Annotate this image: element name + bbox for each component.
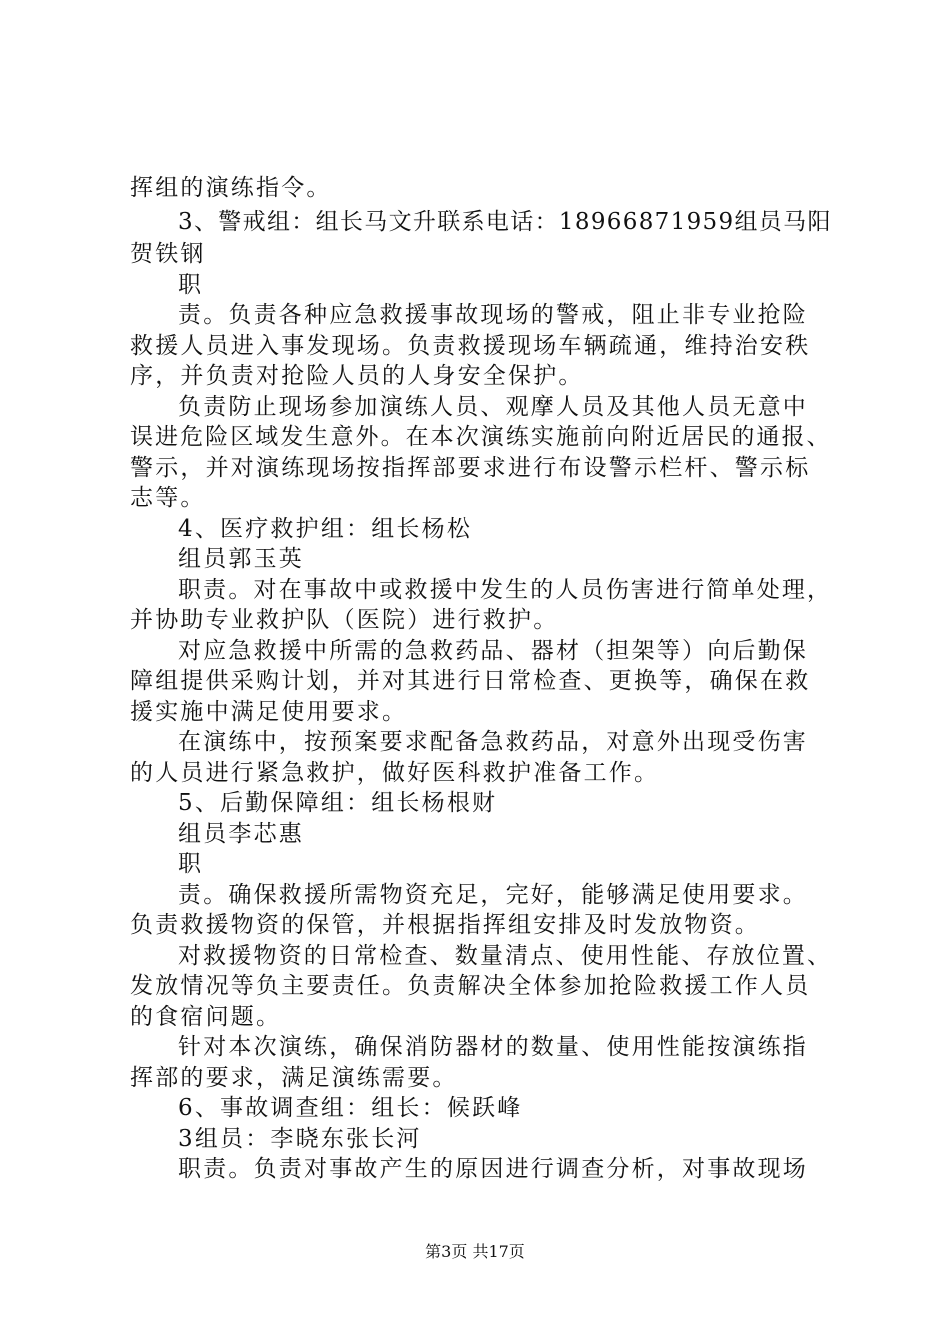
text-line: 3组员：李晓东张长河 (178, 1126, 422, 1152)
text-line: 贺铁钢 (130, 241, 206, 267)
text-line: 负责救援物资的保管，并根据指挥组安排及时发放物资。 (130, 912, 760, 938)
text-line: 组员李芯惠 (178, 821, 304, 847)
text-line: 并协助专业救护队（医院）进行救护。 (130, 607, 559, 633)
text-line: 6、事故调查组：组长：候跃峰 (178, 1095, 523, 1121)
text-line: 援实施中满足使用要求。 (130, 699, 408, 725)
text-line: 挥组的演练指令。 (130, 175, 332, 201)
text-line: 的食宿问题。 (130, 1004, 282, 1030)
text-line: 责。负责各种应急救援事故现场的警戒，阻止非专业抢险 (178, 302, 808, 328)
text-line: 4、医疗救护组：组长杨松 (178, 516, 473, 542)
text-line: 发放情况等负主要责任。负责解决全体参加抢险救援工作人员 (130, 973, 811, 999)
text-line: 对应急救援中所需的急救药品、器材（担架等）向后勤保 (178, 638, 808, 664)
text-line: 挥部的要求，满足演练需要。 (130, 1065, 458, 1091)
text-line: 5、后勤保障组：组长杨根财 (178, 790, 498, 816)
text-line: 在演练中，按预案要求配备急救药品，对意外出现受伤害 (178, 729, 808, 755)
text-line: 组员郭玉英 (178, 546, 304, 572)
text-line: 针对本次演练，确保消防器材的数量、使用性能按演练指 (178, 1034, 808, 1060)
page-number: 第3页 共17页 (425, 1242, 525, 1261)
text-line: 误进危险区域发生意外。在本次演练实施前向附近居民的通报、 (130, 424, 832, 450)
text-line: 障组提供采购计划，并对其进行日常检查、更换等，确保在救 (130, 668, 811, 694)
text-line: 职责。对在事故中或救援中发生的人员伤害进行简单处理， (178, 577, 833, 603)
text-line: 志等。 (130, 485, 206, 511)
text-line: 职 (178, 272, 204, 298)
text-line: 对救援物资的日常检查、数量清点、使用性能、存放位置、 (178, 943, 833, 969)
text-line: 警示，并对演练现场按指挥部要求进行布设警示栏杆、警示标 (130, 455, 811, 481)
text-line: 职责。负责对事故产生的原因进行调查分析，对事故现场 (178, 1156, 808, 1182)
text-line: 负责防止现场参加演练人员、观摩人员及其他人员无意中 (178, 394, 808, 420)
text-line: 职 (178, 851, 204, 877)
text-line: 的人员进行紧急救护，做好医科救护准备工作。 (130, 760, 660, 786)
text-line: 序，并负责对抢险人员的人身安全保护。 (130, 363, 584, 389)
text-line: 救援人员进入事发现场。负责救援现场车辆疏通，维持治安秩 (130, 333, 811, 359)
text-line: 责。确保救援所需物资充足，完好，能够满足使用要求。 (178, 882, 808, 908)
text-line: 3、警戒组：组长马文升联系电话：18966871959组员马阳 (178, 209, 832, 235)
